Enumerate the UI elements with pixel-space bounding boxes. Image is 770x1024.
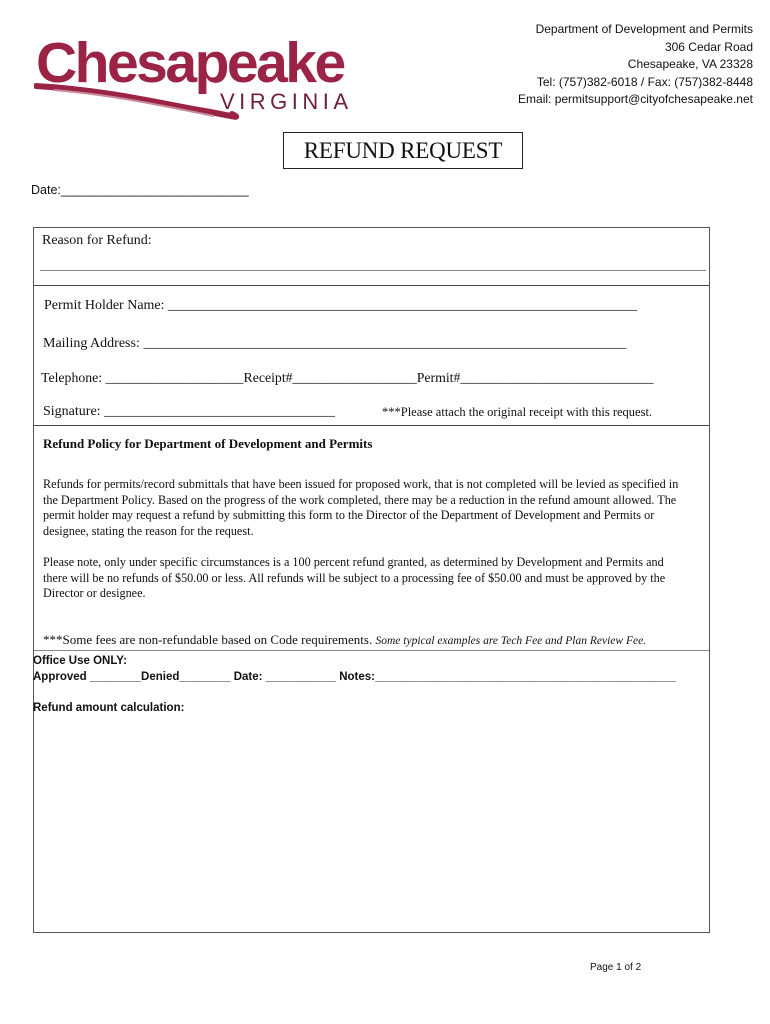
refund-calculation-label: Refund amount calculation: [33,702,185,714]
chesapeake-logo-graphic [34,28,374,124]
divider [34,425,709,426]
permit-holder-field[interactable]: Permit Holder Name: ___________________________________________________________________ [44,298,638,313]
department-email: Email: permitsupport@cityofchesapeake.net [518,92,753,106]
department-contact [518,21,753,109]
policy-paragraph-2: Please note, only under specific circumstances is a 100 percent refund granted, as determined by Development and Permits and there will be no refunds of $50.00 or less. All refunds will be subject to a processing fee of $50.00 and must be approved by the Director or designee. [43,555,666,601]
approval-field[interactable]: Approved ________Denied________ Date: ___________ Notes:_______________________________________________ [33,671,676,683]
non-refundable-text: ***Some fees are non-refundable based on Code requirements. [43,632,373,647]
telephone-receipt-permit-field[interactable]: Telephone: ____________________Receipt#__________________Permit#____________________________ [41,370,654,385]
non-refundable-examples: Some typical examples are Tech Fee and Plan Review Fee. [375,635,647,647]
reason-field[interactable] [40,270,706,271]
department-name: Department of Development and Permits [535,22,753,36]
divider [34,285,709,286]
non-refundable-note [43,632,646,648]
department-phone-fax: Tel: (757)382-6018 / Fax: (757)382-8448 [536,74,753,89]
attach-receipt-note: ***Please attach the original receipt with this request. [382,405,653,419]
policy-paragraph-1: Refunds for permits/record submittals that have been issued for proposed work, that is not completed will be levied as specified in the Department Policy. Based on the progress of the work completed, there may be a reduction in the refund amount allowed. The permit holder may request a refund by submitting this form to the Director of the Department of Development and Permits or designee, stating the reason for the request. [43,477,679,538]
form-title: REFUND REQUEST [283,132,523,169]
logo-state: VIRGINIA [220,89,353,114]
mailing-address-field[interactable]: Mailing Address: _____________________________________________________________________ [43,336,627,351]
reason-label: Reason for Refund: [42,233,152,248]
date-field[interactable]: Date:___________________________ [31,183,249,197]
chesapeake-logo [34,28,374,124]
page-number: Page 1 of 2 [590,962,642,973]
logo-wordmark: Chesapeake [36,31,344,95]
department-city: Chesapeake, VA 23328 [627,57,753,71]
signature-field[interactable]: Signature: _________________________________ [43,404,336,419]
office-use-heading: Office Use ONLY: [33,655,127,667]
divider [34,650,709,651]
policy-heading: Refund Policy for Department of Development and Permits [43,436,373,451]
department-street: 306 Cedar Road [664,39,753,54]
